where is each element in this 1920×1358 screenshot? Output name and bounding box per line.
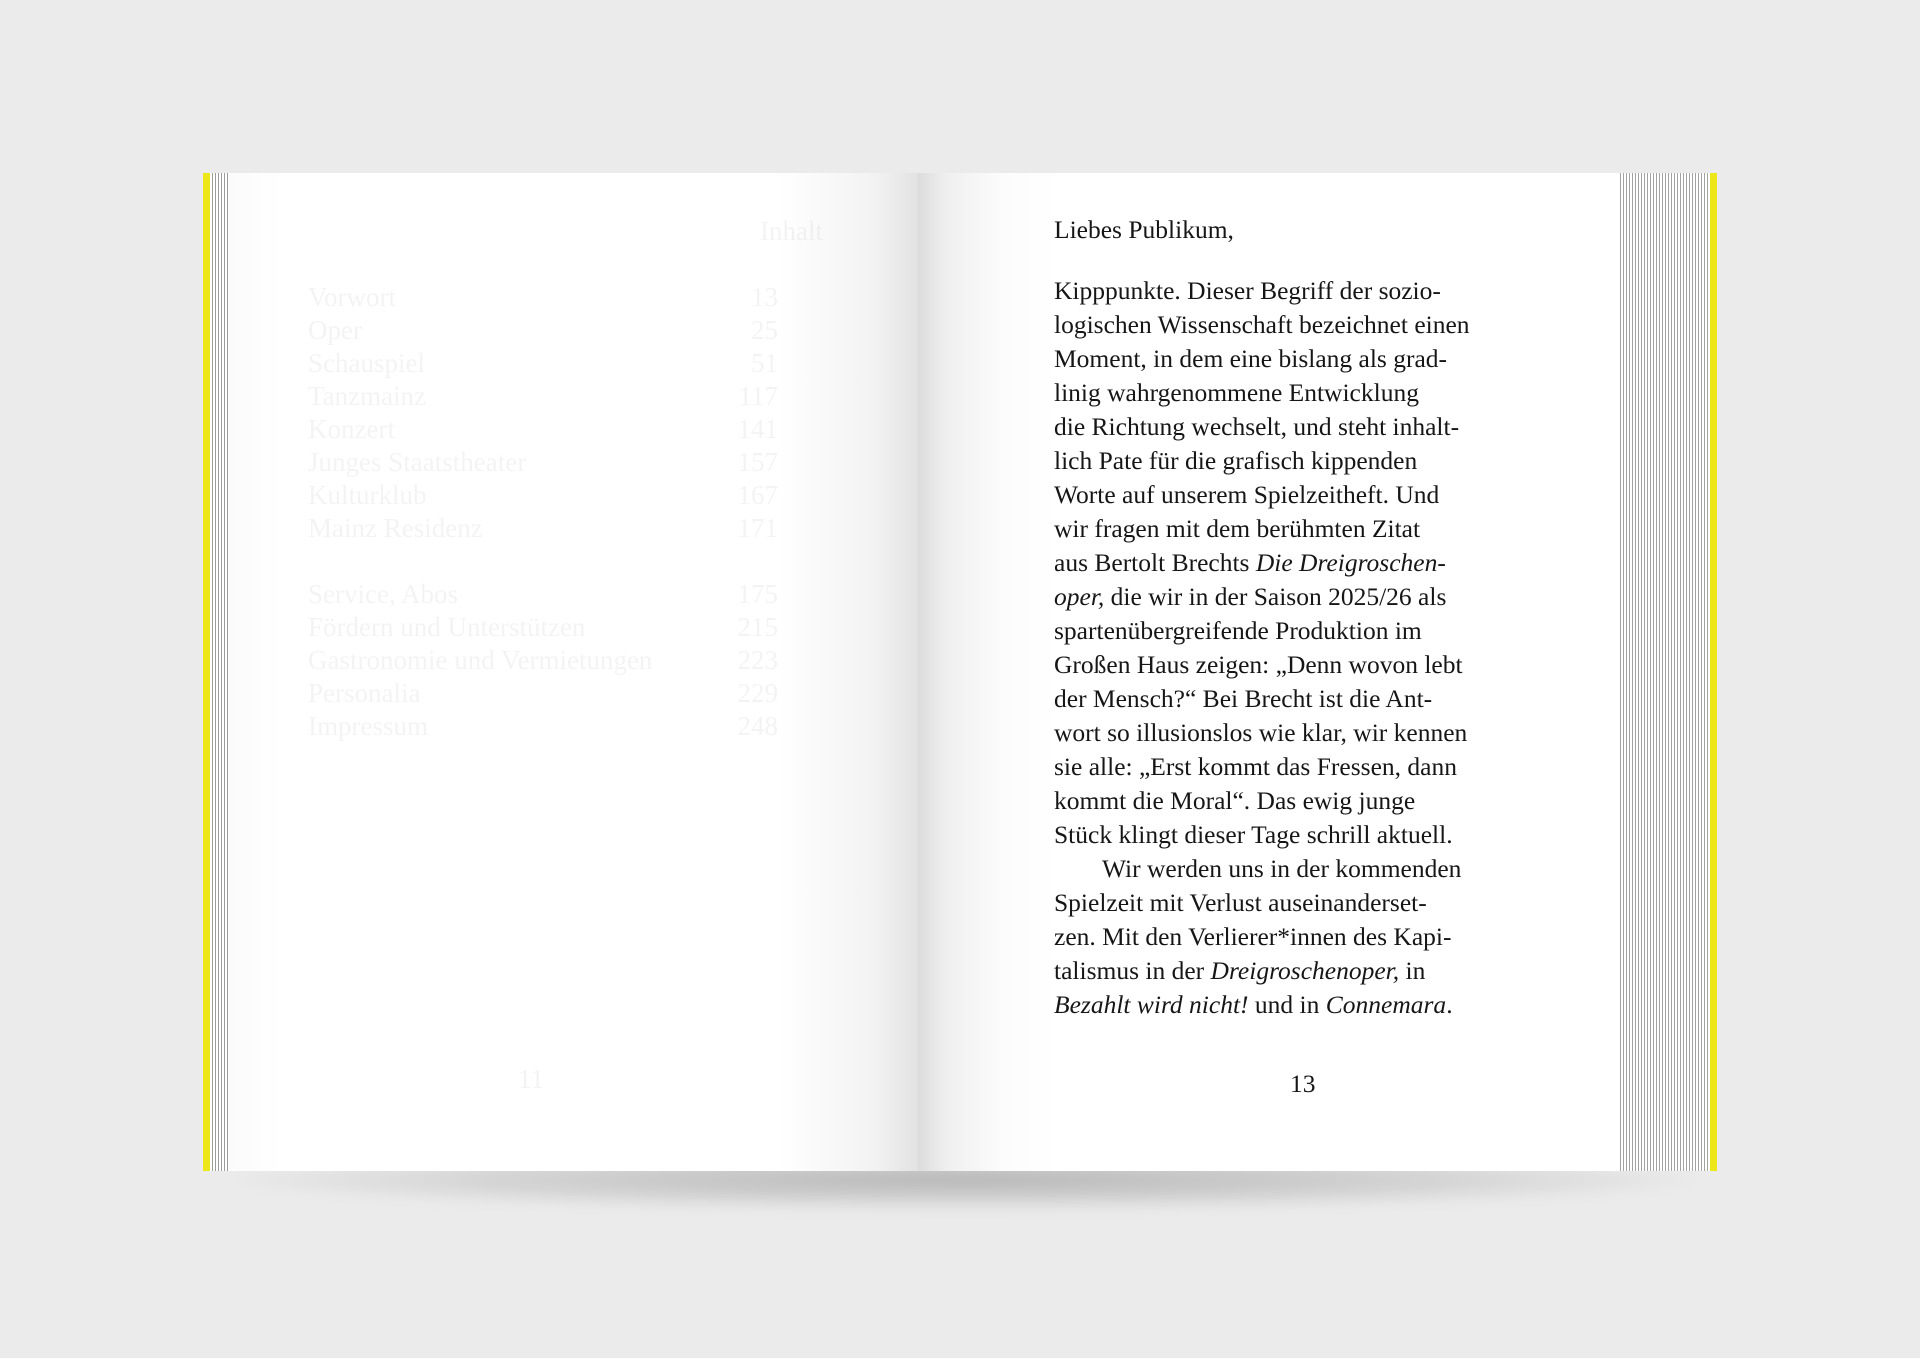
toc-entry bbox=[308, 380, 778, 413]
toc-entry bbox=[308, 611, 778, 644]
text-line bbox=[1054, 444, 1534, 478]
text-line bbox=[1054, 478, 1534, 512]
left-page bbox=[228, 173, 918, 1171]
text-line bbox=[1054, 410, 1534, 444]
toc-entry-page bbox=[738, 512, 779, 545]
text-run: Spielzeit mit Verlust auseinanderset- bbox=[1054, 888, 1427, 917]
text-line bbox=[1054, 274, 1534, 308]
text-run: Kipppunkte. Dieser Begriff der sozio- bbox=[1054, 276, 1441, 305]
text-run: kommt die Moral“. Das ewig junge bbox=[1054, 786, 1416, 815]
toc-entry-page bbox=[751, 347, 778, 380]
text-run: die wir in der Saison 2025/26 als bbox=[1104, 582, 1447, 611]
toc-entry-title bbox=[308, 710, 428, 743]
toc-entry-title bbox=[308, 281, 396, 314]
text-run: logischen Wissenschaft bezeichnet einen bbox=[1054, 310, 1470, 339]
text-line bbox=[1054, 920, 1534, 954]
toc-entry bbox=[308, 578, 778, 611]
right-page bbox=[918, 173, 1618, 1171]
text-line bbox=[1054, 648, 1534, 682]
toc-entry-page bbox=[738, 710, 779, 743]
text-line bbox=[1054, 750, 1534, 784]
text-line bbox=[1054, 308, 1534, 342]
toc-entry bbox=[308, 281, 778, 314]
text-run: talismus in der bbox=[1054, 956, 1211, 985]
text-run: sie alle: „Erst kommt das Fressen, dann bbox=[1054, 752, 1457, 781]
toc-entry-page bbox=[738, 677, 779, 710]
toc-entry-page bbox=[738, 611, 779, 644]
text-run: Worte auf unserem Spielzeitheft. Und bbox=[1054, 480, 1440, 509]
toc-entry bbox=[308, 347, 778, 380]
text-run: Stück klingt dieser Tage schrill aktuell. bbox=[1054, 820, 1453, 849]
toc-entry-title bbox=[308, 611, 585, 644]
text-run: und in bbox=[1248, 990, 1326, 1019]
toc-entry-page bbox=[751, 314, 778, 347]
italic-title: Dreigroschenoper, bbox=[1210, 956, 1400, 985]
letter-text bbox=[1054, 213, 1534, 1022]
text-run: der Mensch?“ Bei Brecht ist die Ant- bbox=[1054, 684, 1433, 713]
text-run: wort so illusionslos wie klar, wir kennen bbox=[1054, 718, 1468, 747]
toc-entry-page bbox=[739, 380, 779, 413]
page-number: 13 bbox=[1290, 1069, 1316, 1098]
text-line bbox=[1054, 852, 1534, 886]
text-run: Wir werden uns in der kommenden bbox=[1102, 854, 1462, 883]
toc-entry bbox=[308, 677, 778, 710]
text-line bbox=[1054, 784, 1534, 818]
letter-body bbox=[1054, 274, 1534, 1022]
text-run: linig wahrgenommene Entwicklung bbox=[1054, 378, 1419, 407]
text-line bbox=[1054, 512, 1534, 546]
toc-entry-title bbox=[308, 644, 652, 677]
letter-greeting: Liebes Publikum, bbox=[1054, 215, 1234, 244]
toc-entry-title bbox=[308, 677, 420, 710]
toc-entry-page bbox=[751, 281, 778, 314]
toc-entry bbox=[308, 512, 778, 545]
toc-entry bbox=[308, 644, 778, 677]
text-run: in bbox=[1399, 956, 1426, 985]
text-line bbox=[1054, 342, 1534, 376]
text-run: zen. Mit den Verlierer*innen des Kapi- bbox=[1054, 922, 1452, 951]
toc-entry-page bbox=[738, 644, 779, 677]
toc-entry-title bbox=[308, 314, 362, 347]
text-run: aus Bertolt Brechts bbox=[1054, 548, 1256, 577]
toc-entry-page bbox=[738, 479, 779, 512]
text-line bbox=[1054, 546, 1534, 580]
text-line bbox=[1054, 716, 1534, 750]
text-run: Moment, in dem eine bislang als grad- bbox=[1054, 344, 1448, 373]
page-edge-yellow-right bbox=[1710, 173, 1717, 1171]
text-run: die Richtung wechselt, und steht inhalt- bbox=[1054, 412, 1460, 441]
toc-entry-title bbox=[308, 578, 458, 611]
toc-entry bbox=[308, 479, 778, 512]
left-page-number-show-through bbox=[518, 1063, 544, 1096]
toc-entry-title bbox=[308, 446, 526, 479]
text-line bbox=[1054, 818, 1534, 852]
text-run: Großen Haus zeigen: „Denn wovon lebt bbox=[1054, 650, 1463, 679]
page-stack-left bbox=[210, 173, 228, 1171]
toc-entry bbox=[308, 314, 778, 347]
text-run: spartenübergreifende Produktion im bbox=[1054, 616, 1422, 645]
toc-entry-page bbox=[738, 446, 779, 479]
italic-title: Die Dreigroschen- bbox=[1255, 548, 1446, 577]
text-run: . bbox=[1446, 990, 1453, 1019]
toc-entry-title bbox=[308, 347, 425, 380]
italic-title: Connemara bbox=[1325, 990, 1447, 1019]
text-line bbox=[1054, 614, 1534, 648]
text-line bbox=[1054, 682, 1534, 716]
toc-title-show-through bbox=[760, 215, 823, 248]
text-run: lich Pate für die grafisch kippenden bbox=[1054, 446, 1418, 475]
toc-entry-title bbox=[308, 380, 426, 413]
italic-title: Bezahlt wird nicht! bbox=[1054, 990, 1249, 1019]
toc-entry-title bbox=[308, 512, 483, 545]
toc-list-show-through bbox=[308, 281, 778, 743]
text-line bbox=[1054, 886, 1534, 920]
toc-entry-title bbox=[308, 413, 395, 446]
toc-entry bbox=[308, 710, 778, 743]
text-line bbox=[1054, 954, 1534, 988]
text-run: wir fragen mit dem berühmten Zitat bbox=[1054, 514, 1421, 543]
toc-entry-page bbox=[738, 413, 779, 446]
toc-entry-page bbox=[738, 578, 779, 611]
toc-entry bbox=[308, 413, 778, 446]
italic-title: oper, bbox=[1054, 582, 1105, 611]
page-edge-yellow-left bbox=[203, 173, 210, 1171]
toc-entry bbox=[308, 446, 778, 479]
text-line bbox=[1054, 580, 1534, 614]
text-line bbox=[1054, 988, 1534, 1022]
text-line bbox=[1054, 376, 1534, 410]
page-stack-right bbox=[1618, 173, 1710, 1171]
toc-entry-title bbox=[308, 479, 427, 512]
